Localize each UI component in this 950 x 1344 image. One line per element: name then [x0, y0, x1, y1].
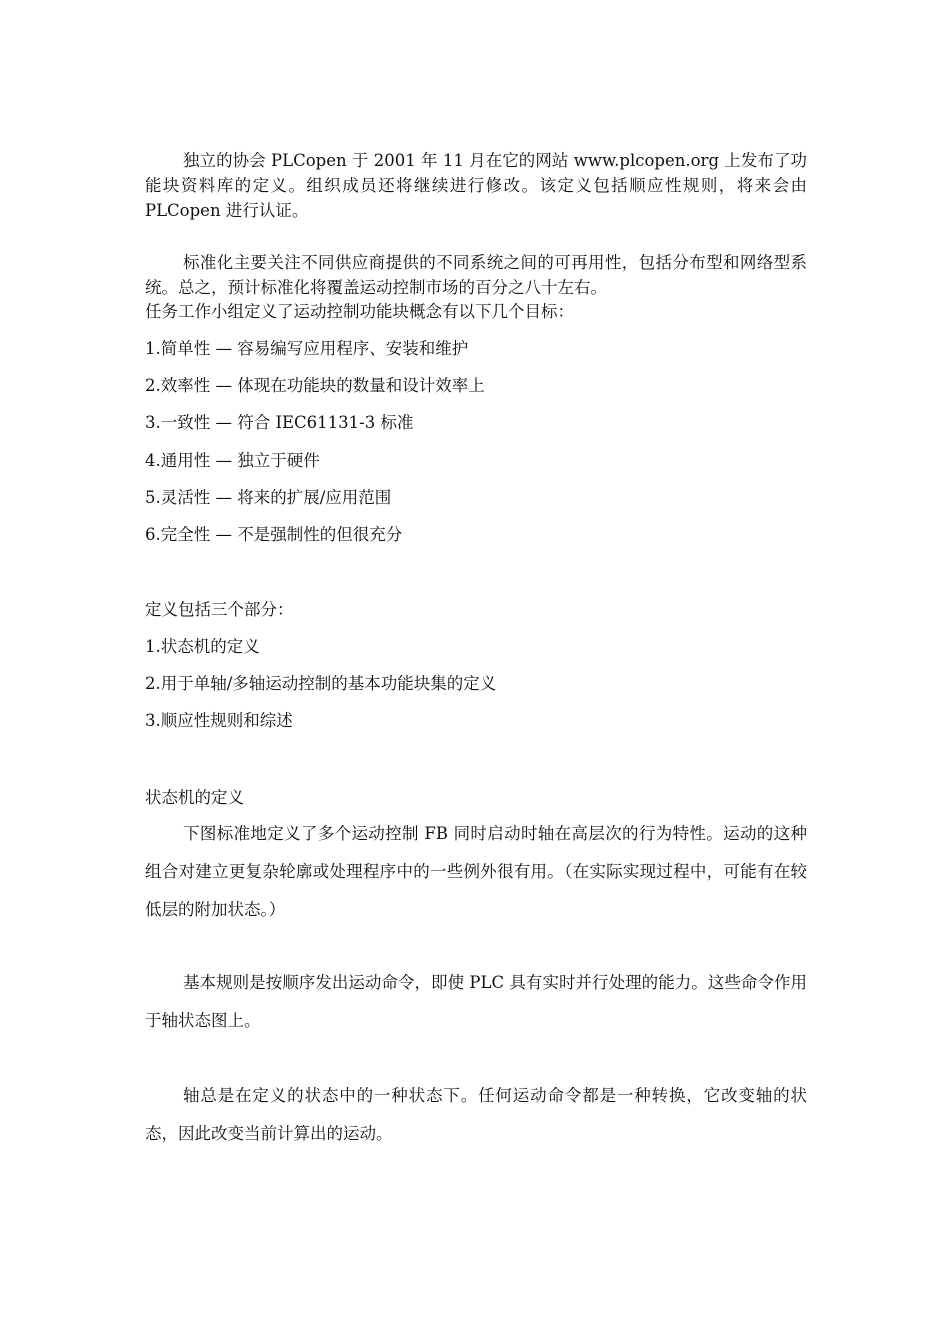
state-machine-paragraph-2: 基本规则是按顺序发出运动命令，即使 PLC 具有实时并行处理的能力。这些命令作用于轴状态图上。 [145, 973, 807, 1030]
parts-intro: 定义包括三个部分： [145, 600, 294, 619]
goals-intro: 任务工作小组定义了运动控制功能块概念有以下几个目标： [145, 302, 574, 321]
part-item-3: 3.顺应性规则和综述 [145, 711, 293, 730]
part-item-2: 2.用于单轴/多轴运动控制的基本功能块集的定义 [145, 674, 497, 693]
goal-item-1: 1.简单性 — 容易编写应用程序、安装和维护 [145, 339, 469, 358]
intro-paragraph-2: 标准化主要关注不同供应商提供的不同系统之间的可再用性，包括分布型和网络型系统。总之，预计标准化将覆盖运动控制市场的百分之八十左右。 [145, 253, 807, 297]
state-machine-paragraph-1: 下图标准地定义了多个运动控制 FB 同时启动时轴在高层次的行为特性。运动的这种组合对建立更复杂轮廓或处理程序中的一些例外很有用。（在实际实现过程中，可能有在较低层的附加状态。） [145, 824, 807, 919]
state-machine-paragraph-3: 轴总是在定义的状态中的一种状态下。任何运动命令都是一种转换，它改变轴的状态，因此改变当前计算出的运动。 [145, 1086, 807, 1143]
goal-item-5: 5.灵活性 — 将来的扩展/应用范围 [145, 488, 392, 507]
goal-item-4: 4.通用性 — 独立于硬件 [145, 451, 320, 470]
part-item-1: 1.状态机的定义 [145, 637, 260, 656]
intro-paragraph-1: 独立的协会 PLCopen 于 2001 年 11 月在它的网站 www.plcopen.org 上发布了功能块资料库的定义。组织成员还将继续进行修改。该定义包括顺应性规则，将来会由 PLCopen 进行认证。 [145, 151, 807, 220]
goal-item-6: 6.完全性 — 不是强制性的但很充分 [145, 525, 403, 544]
goal-item-2: 2.效率性 — 体现在功能块的数量和设计效率上 [145, 376, 485, 395]
section-heading: 状态机的定义 [145, 788, 244, 807]
goal-item-3: 3.一致性 — 符合 IEC61131-3 标准 [145, 413, 414, 432]
